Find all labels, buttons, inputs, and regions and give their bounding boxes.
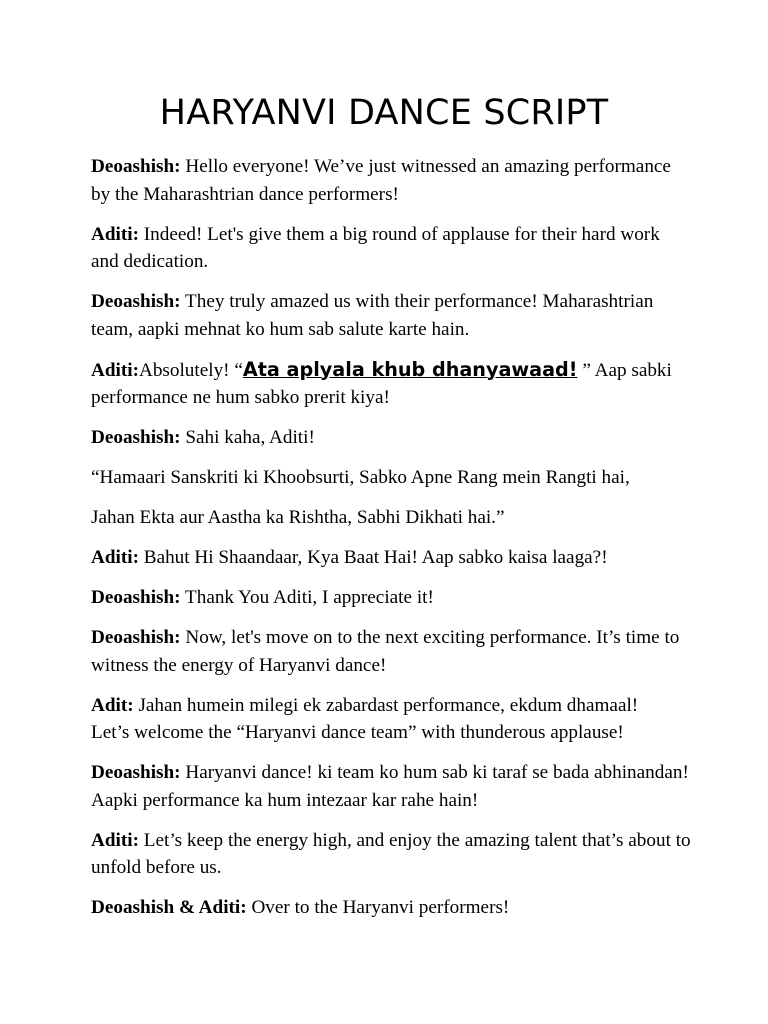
dialogue-text: “Hamaari Sanskriti ki Khoobsurti, Sabko Apne Rang mein Rangti hai,	[91, 467, 630, 488]
dialogue-text: Bahut Hi Shaandaar, Kya Baat Hai! Aap sabko kaisa laaga?!	[138, 547, 608, 568]
dialogue-text: Absolutely! “	[138, 359, 243, 381]
script-line	[91, 692, 691, 747]
dialogue-text: ” Aap sabki performance ne hum sabko prerit kiya!	[91, 359, 672, 408]
dialogue-text: Thank You Aditi, I appreciate it!	[180, 587, 434, 608]
dialogue-text: Let’s keep the energy high, and enjoy the amazing talent that’s about to unfold before us.	[91, 829, 691, 878]
dialogue-text: Hello everyone! We’ve just witnessed an amazing performance by the Maharashtrian dance performers!	[91, 156, 671, 205]
speaker-name: Aditi:	[91, 547, 139, 568]
script-line	[91, 221, 691, 276]
speaker-name: Deoashish:	[91, 587, 181, 608]
speaker-name: Adit:	[91, 694, 134, 716]
marathi-phrase: Ata aplyala khub dhanyawaad!	[242, 357, 578, 381]
dialogue-text: Jahan humein milegi ek zabardast performance, ekdum dhamaal! Let’s welcome the “Haryanvi dance team” with thunderous applause!	[91, 694, 639, 743]
script-line	[91, 584, 691, 612]
speaker-name: Deoashish:	[91, 627, 181, 648]
dialogue-text: Haryanvi dance! ki team ko hum sab ki taraf se bada abhinandan! Aapki performance ka hum intezaar kar rahe hain!	[91, 762, 689, 811]
speaker-name: Aditi:	[91, 223, 139, 245]
script-line	[91, 894, 691, 922]
speaker-name: Deoashish:	[91, 427, 181, 448]
dialogue-text: Sahi kaha, Aditi!	[180, 427, 315, 448]
script-line	[91, 153, 691, 208]
speaker-name: Aditi:	[91, 829, 139, 851]
script-line	[91, 827, 691, 882]
script-line	[91, 288, 691, 343]
script-line	[91, 544, 691, 572]
page-title: HARYANVI DANCE SCRIPT	[159, 93, 609, 133]
speaker-name: Deoashish:	[91, 291, 181, 312]
speaker-name: Aditi:	[91, 359, 139, 381]
script-line	[91, 759, 691, 814]
speaker-name: Deoashish:	[91, 762, 181, 783]
poem-line	[91, 464, 691, 492]
dialogue-text: Now, let's move on to the next exciting performance. It’s time to witness the energy of Haryanvi dance!	[91, 627, 680, 676]
dialogue-text: They truly amazed us with their performance! Maharashtrian team, aapki mehnat ko hum sab salute karte hain.	[91, 291, 654, 340]
speaker-name: Deoashish:	[91, 156, 181, 177]
dialogue-text: Indeed! Let's give them a big round of applause for their hard work and dedication.	[91, 223, 660, 272]
script-body	[91, 153, 691, 934]
script-line	[91, 624, 691, 679]
script-line	[91, 356, 691, 412]
dialogue-text: Jahan Ekta aur Aastha ka Rishtha, Sabhi Dikhati hai.”	[91, 507, 505, 528]
script-line	[91, 424, 691, 452]
dialogue-text: Over to the Haryanvi performers!	[246, 897, 510, 918]
poem-line	[91, 504, 691, 532]
speaker-name: Deoashish & Aditi:	[91, 897, 247, 918]
